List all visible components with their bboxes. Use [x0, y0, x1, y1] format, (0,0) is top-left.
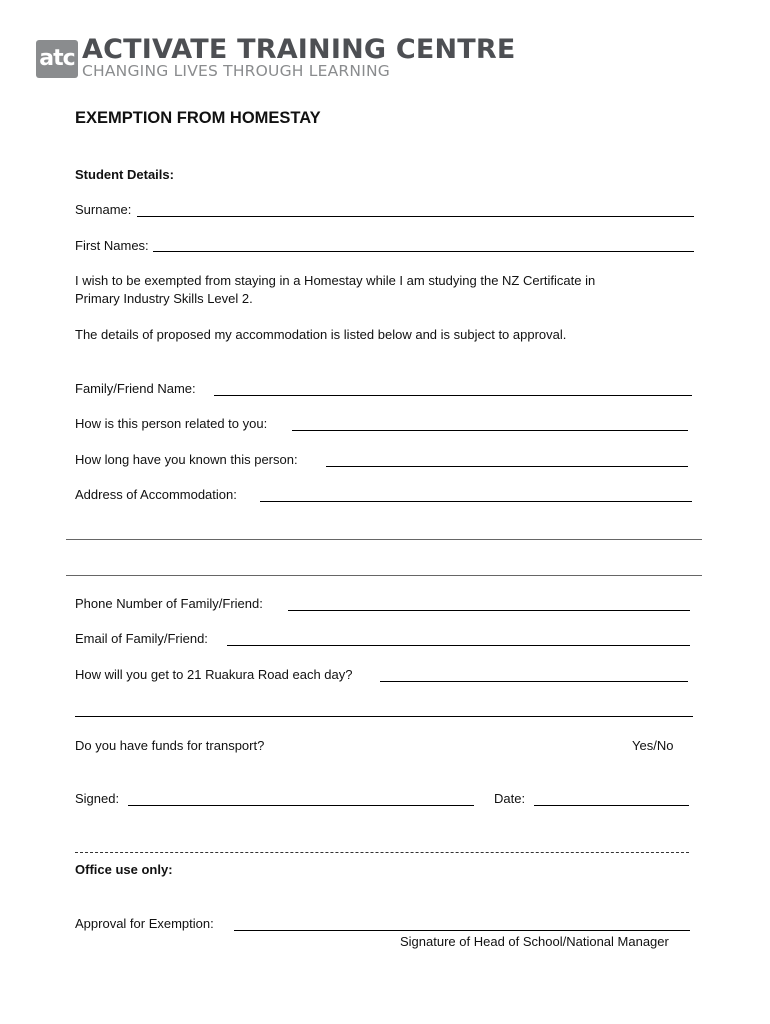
relation-field[interactable] — [292, 430, 688, 431]
approval-label: Approval for Exemption: — [75, 916, 214, 931]
first-names-label: First Names: — [75, 238, 149, 253]
intro-text-line-2: Primary Industry Skills Level 2. — [75, 291, 253, 306]
organization-tagline: CHANGING LIVES THROUGH LEARNING — [82, 62, 390, 80]
known-duration-label: How long have you known this person: — [75, 452, 298, 467]
signed-label: Signed: — [75, 791, 120, 806]
family-friend-name-field[interactable] — [214, 395, 692, 396]
known-duration-field[interactable] — [326, 466, 688, 467]
transport-field[interactable] — [380, 681, 688, 682]
form-title: EXEMPTION FROM HOMESTAY — [75, 109, 321, 127]
details-statement: The details of proposed my accommodation is listed below and is subject to approval. — [75, 327, 567, 342]
phone-label: Phone Number of Family/Friend: — [75, 596, 263, 611]
email-label: Email of Family/Friend: — [75, 631, 208, 646]
organization-name: ACTIVATE TRAINING CENTRE — [82, 34, 516, 65]
phone-field[interactable] — [288, 610, 690, 611]
approval-caption: Signature of Head of School/National Manager — [400, 934, 669, 949]
student-details-heading: Student Details: — [75, 167, 174, 182]
address-line-3[interactable] — [66, 575, 702, 576]
relation-label: How is this person related to you: — [75, 416, 268, 431]
family-friend-name-label: Family/Friend Name: — [75, 381, 196, 396]
date-label: Date: — [494, 791, 526, 806]
funds-options[interactable]: Yes/No — [632, 738, 674, 753]
transport-label: How will you get to 21 Ruakura Road each day? — [75, 667, 353, 682]
signature-field[interactable] — [128, 805, 474, 806]
date-field[interactable] — [534, 805, 689, 806]
intro-text-line-1: I wish to be exempted from staying in a Homestay while I am studying the NZ Certificate in — [75, 273, 596, 288]
surname-label: Surname: — [75, 202, 132, 217]
address-label: Address of Accommodation: — [75, 487, 237, 502]
logo-mark: atc — [36, 40, 78, 78]
funds-label: Do you have funds for transport? — [75, 738, 265, 753]
address-line-2[interactable] — [66, 539, 702, 540]
surname-field[interactable] — [137, 216, 694, 217]
email-field[interactable] — [227, 645, 690, 646]
address-field[interactable] — [260, 501, 692, 502]
transport-field-line-2[interactable] — [75, 716, 693, 717]
office-use-divider — [75, 852, 689, 853]
office-use-heading: Office use only: — [75, 862, 173, 877]
first-names-field[interactable] — [153, 251, 694, 252]
approval-signature-field[interactable] — [234, 930, 690, 931]
